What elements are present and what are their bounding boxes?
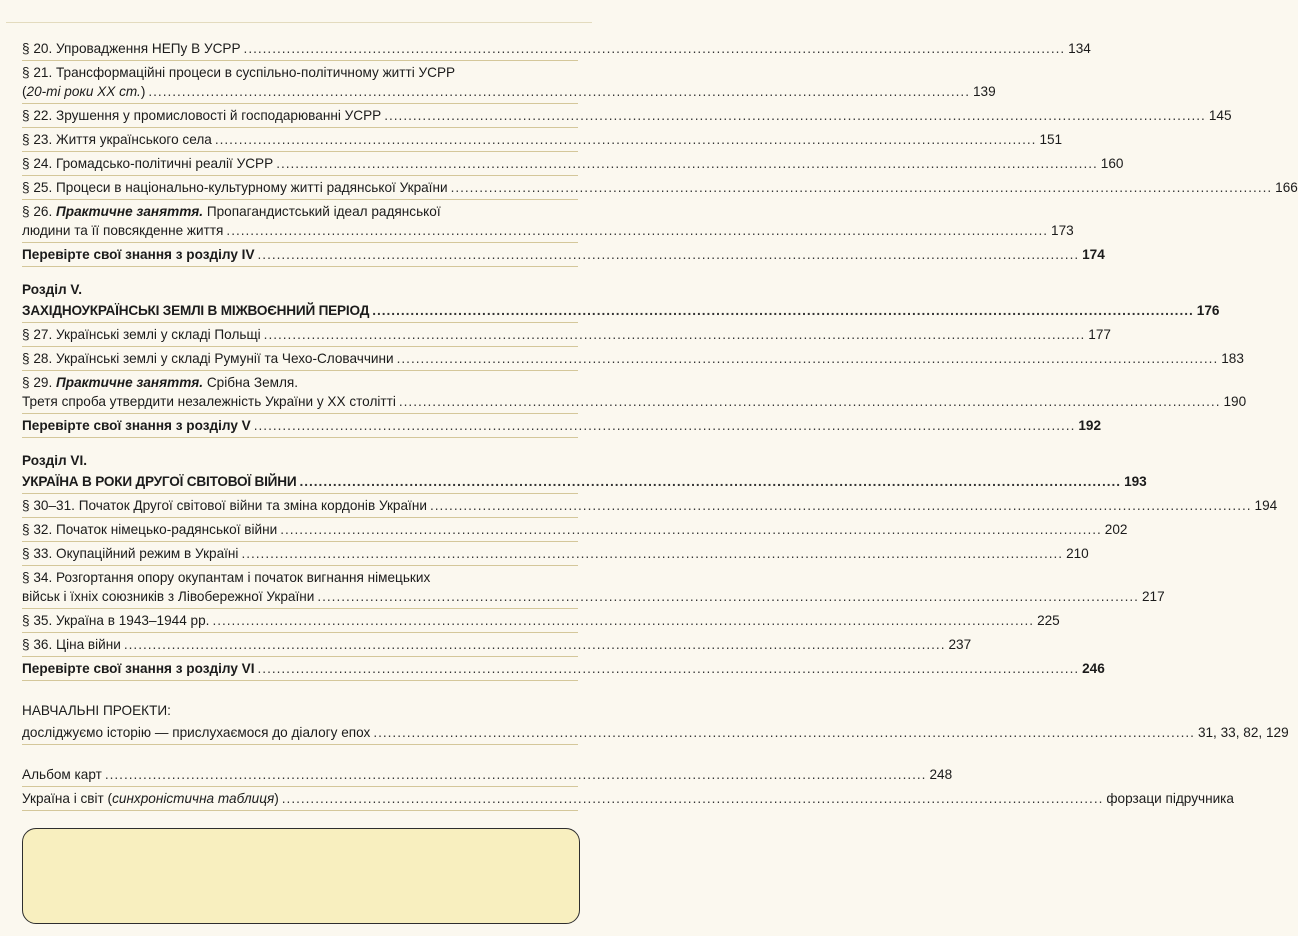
dot-leader [299, 470, 1121, 493]
dot-leader [276, 152, 1098, 175]
dot-leader [399, 392, 1221, 411]
toc-entry-label: Перевірте свої знання з розділу IV [22, 247, 255, 262]
toc-entry-label: § 33. Окупаційний режим в Україні [22, 546, 239, 561]
toc-entry-label: § 23. Життя українського села [22, 132, 212, 147]
toc-entry-32[interactable] [22, 518, 1128, 542]
toc-entry-27[interactable] [22, 323, 1111, 347]
toc-page-number: 237 [948, 637, 972, 652]
dot-leader [258, 243, 1080, 266]
table-of-contents [22, 37, 1298, 811]
toc-entry-label-line1: § 29. Практичне заняття. Срібна Земля. [22, 375, 299, 390]
toc-entry-label-line2: Третя спроба утвердити незалежність України у XX столітті [22, 394, 396, 409]
dot-leader [105, 763, 927, 786]
toc-page-number: 248 [929, 767, 953, 782]
toc-entry-label: Перевірте свої знання з розділу VI [22, 661, 255, 676]
section-5-heading: Розділ V. [22, 282, 83, 297]
toc-entry-projects[interactable] [22, 721, 1289, 745]
toc-entry-label: досліджуємо історію — прислухаємося до діалогу епох [22, 725, 371, 740]
toc-entry-22[interactable] [22, 104, 1232, 128]
toc-entry-21[interactable] [22, 61, 996, 104]
toc-entry-check-section-4[interactable] [22, 243, 1105, 267]
toc-page-number: 151 [1039, 132, 1063, 147]
toc-entry-29[interactable] [22, 371, 1247, 414]
toc-page-number: 177 [1088, 327, 1111, 342]
toc-entry-24[interactable] [22, 152, 1124, 176]
toc-entry-label: § 20. Упровадження НЕПу В УСРР [22, 41, 241, 56]
toc-entry-label: § 27. Українські землі у складі Польщі [22, 327, 261, 342]
toc-entry-label-line1: § 21. Трансформаційні процеси в суспільно-політичному житті УСРР [22, 65, 456, 80]
toc-page-number: 217 [1141, 589, 1165, 604]
toc-entry-25[interactable] [22, 176, 1298, 200]
toc-entry-label: § 32. Початок німецько-радянської війни [22, 522, 278, 537]
toc-entry-label-line1: § 26. Практичне заняття. Пропагандистський ідеал радянської [22, 204, 441, 219]
dot-leader [317, 587, 1139, 606]
section-5-title[interactable] [22, 299, 1220, 323]
toc-entry-label: Україна і світ (синхроністична таблиця) [22, 791, 279, 806]
toc-page-number: 246 [1082, 661, 1105, 676]
toc-page-number: форзаци підручника [1106, 791, 1234, 806]
dot-leader [264, 323, 1086, 346]
dot-leader [244, 37, 1066, 60]
dot-leader [148, 82, 970, 101]
toc-page-number: 134 [1068, 41, 1091, 56]
toc-entry-check-section-6[interactable] [22, 657, 1105, 681]
toc-page-number: 210 [1066, 546, 1089, 561]
page-top-ornament [6, 4, 592, 23]
toc-page-number: 31, 33, 82, 129 [1197, 725, 1289, 740]
section-6-title[interactable] [22, 470, 1147, 494]
toc-entry-label-line2: людини та її повсякденне життя [22, 223, 224, 238]
toc-page-number: 202 [1104, 522, 1128, 537]
toc-entry-label: Перевірте свої знання з розділу V [22, 418, 251, 433]
dot-leader [372, 299, 1194, 322]
toc-page-number: 192 [1078, 418, 1102, 433]
toc-page-number: 194 [1254, 498, 1278, 513]
dot-leader [397, 347, 1219, 370]
toc-entry-label: § 30–31. Початок Другої світової війни та зміна кордонів України [22, 498, 427, 513]
dot-leader [280, 518, 1102, 541]
dot-leader [215, 128, 1037, 151]
section-6-heading: Розділ VI. [22, 453, 88, 468]
toc-entry-album[interactable] [22, 763, 953, 787]
toc-entry-label-line2: (20-ті роки XX ст.) [22, 84, 146, 99]
toc-page-number: 166 [1275, 180, 1298, 195]
dot-leader [282, 787, 1104, 810]
toc-entry-36[interactable] [22, 633, 972, 657]
dot-leader [124, 633, 946, 656]
dot-leader [430, 494, 1252, 517]
toc-entry-label: § 25. Процеси в національно-культурному житті радянської України [22, 180, 448, 195]
note-box [22, 828, 580, 924]
toc-page-number: 176 [1196, 303, 1220, 318]
toc-page-number: 225 [1037, 613, 1060, 628]
projects-heading: НАВЧАЛЬНІ ПРОЕКТИ: [22, 703, 171, 718]
dot-leader [373, 721, 1195, 744]
toc-entry-34[interactable] [22, 566, 1165, 609]
dot-leader [254, 414, 1076, 437]
toc-entry-33[interactable] [22, 542, 1089, 566]
toc-entry-label: § 35. Україна в 1943–1944 рр. [22, 613, 210, 628]
dot-leader [451, 176, 1273, 199]
dot-leader [258, 657, 1080, 680]
dot-leader [384, 104, 1206, 127]
toc-entry-label: Альбом карт [22, 767, 102, 782]
toc-page-number: 160 [1100, 156, 1124, 171]
toc-entry-label: § 28. Українські землі у складі Румунії та Чехо-Словаччини [22, 351, 394, 366]
toc-entry-label: § 22. Зрушення у промисловості й господарюванні УСРР [22, 108, 382, 123]
toc-entry-23[interactable] [22, 128, 1063, 152]
dot-leader [241, 542, 1063, 565]
toc-entry-26[interactable] [22, 200, 1074, 243]
toc-entry-label: § 36. Ціна війни [22, 637, 121, 652]
section-title-label: УКРАЇНА В РОКИ ДРУГОЇ СВІТОВОЇ ВІЙНИ [22, 474, 297, 489]
toc-entry-35[interactable] [22, 609, 1060, 633]
toc-entry-28[interactable] [22, 347, 1244, 371]
toc-entry-label: § 24. Громадсько-політичні реалії УСРР [22, 156, 274, 171]
toc-page-number: 193 [1124, 474, 1147, 489]
toc-page-number: 139 [972, 84, 996, 99]
toc-entry-check-section-5[interactable] [22, 414, 1102, 438]
toc-entry-label-line1: § 34. Розгортання опору окупантам і початок вигнання німецьких [22, 570, 431, 585]
toc-page-number: 145 [1208, 108, 1232, 123]
toc-page-number: 190 [1223, 394, 1247, 409]
toc-entry-30-31[interactable] [22, 494, 1278, 518]
toc-page-number: 183 [1221, 351, 1244, 366]
toc-entry-label-line2: військ і їхніх союзників з Лівобережної України [22, 589, 315, 604]
section-title-label: ЗАХІДНОУКРАЇНСЬКІ ЗЕМЛІ В МІЖВОЄННИЙ ПЕРІОД [22, 303, 370, 318]
toc-page-number: 174 [1082, 247, 1105, 262]
toc-entry-20[interactable] [22, 37, 1091, 61]
dot-leader [212, 609, 1034, 632]
toc-page-number: 173 [1051, 223, 1074, 238]
toc-entry-world[interactable] [22, 787, 1234, 811]
dot-leader [226, 221, 1048, 240]
